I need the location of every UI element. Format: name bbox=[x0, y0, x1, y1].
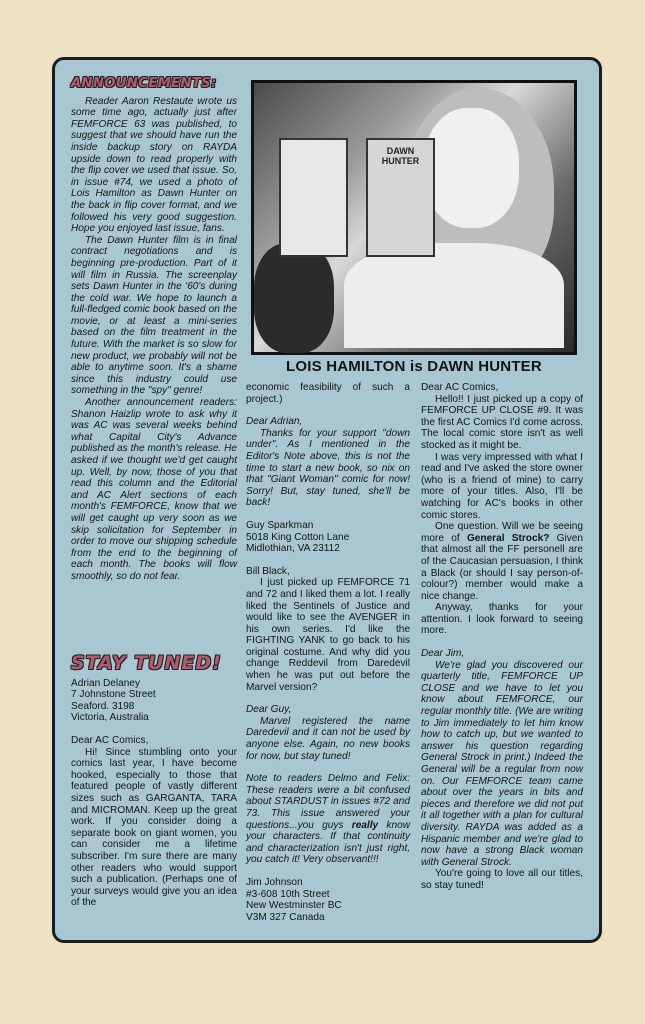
announcement-paragraph: The Dawn Hunter film is in final contract negotiations and is beginning pre-production. Part of it will film in Russia. The screenplay sets Dawn Hunter in the '60's during the cold war. We hope to launch a full-fledged comic book based on the movie, or at least a mini-series based on the film treatment in the future. With the market is so slow for new product, we probably will not be able to anytime soon. It's a shame since this industry could use something in the "spy" genre! bbox=[71, 234, 237, 397]
address-line: New Westminster BC bbox=[246, 900, 342, 912]
editor-note bbox=[246, 773, 410, 866]
photo-face bbox=[424, 108, 519, 228]
address-line: Seaford. 3198 bbox=[71, 700, 135, 712]
address-line: 5018 King Cotton Lane bbox=[246, 531, 350, 543]
address-line: Midlothian, VA 23112 bbox=[246, 543, 340, 555]
letter-body: I just picked up FEMFORCE 71 and 72 and I liked them a lot. I really liked the Sentinels of Justice and would like to see the AVENGER in his own series. I'd like the FIGHTING YANK to go back to his original costume. And why did you change Reddevil from Daredevil when he was put out before the Marvel version? bbox=[246, 577, 410, 693]
letters-column-3 bbox=[421, 382, 583, 892]
address-line: Victoria, Australia bbox=[71, 712, 149, 724]
letter-salutation: Bill Black, bbox=[246, 565, 290, 577]
letter-salutation: Dear AC Comics, bbox=[421, 382, 499, 393]
letter-continuation: economic feasibility of such a project.) bbox=[246, 382, 410, 405]
note-bold: really bbox=[351, 819, 379, 831]
announcement-paragraph: Another announcement readers: Shanon Haizlip wrote to ask why it was AC was several weeks behind what Capital City's Advance published as the month's release. He asked if we thought we'd get caught up. Well, by now, those of you that read this column and the Editorial and AC Alert sections of each month's FEMFORCE, know that we will get caught up very soon as we skip solicitation for September in order to move our shipping schedule from the end to the beginning of each month. The books will flow smoothly, so do not fear. bbox=[71, 397, 237, 582]
address-line: Adrian Delaney bbox=[71, 677, 141, 689]
note-text: know your characters. If that continuity and characterization isn't just right, you catch it! Very observant!!! bbox=[246, 819, 410, 866]
letter-bold: General Strock? bbox=[466, 532, 550, 544]
reply-body: We're glad you discovered our quarterly title, FEMFORCE UP CLOSE and we have to let you know about FEMFORCE, our regular monthly title. (We are writing to Jim immediately to let him know how to catch up, but we wanted to answer his question regarding General Strock in print.) Indeed the General will be a regular from now on. Our FEMFORCE team came about over the years in bits and pieces and therefore we did not put it all together with a plan for cultural diversity. RAYDA was added as a Hispanic member and we're glad to now have a strong Black woman with General Strock. bbox=[421, 659, 583, 868]
letters-column-2 bbox=[246, 382, 410, 923]
address-line: #3-608 10th Street bbox=[246, 888, 330, 900]
note-text: Note to readers Delmo and Felix: These readers were a bit confused about STARDUST in issues #72 and 73. This issue answered your questions...you guys bbox=[246, 773, 410, 831]
letter-text: One question. Will we be seeing more of bbox=[421, 521, 583, 544]
dawn-hunter-photo bbox=[251, 80, 577, 355]
photo-dawn-hunter-book bbox=[366, 138, 435, 257]
address-line: Jim Johnson bbox=[246, 876, 303, 888]
photo-arm bbox=[254, 243, 334, 353]
announcement-paragraph: Reader Aaron Restaute wrote us some time ago, actually just after FEMFORCE 63 was published, to suggest that we should have run the inside backup story on RAYDA upside down to read properly with the flip cover we used that issue. So, in issue #74, we used a photo of Lois Hamilton as Dawn Hunter on the back in flip cover format, and we followed his very good suggestion. Hope you enjoyed last issue, fans. bbox=[71, 95, 237, 235]
reply-body: Thanks for your support "down under". As I mentioned in the Editor's Note above, this is not the time to start a new book, so nix on that "Giant Woman" comic for now! Sorry! But, stay tuned, she'll be back! bbox=[246, 427, 410, 509]
reply-salutation: Dear Jim, bbox=[421, 648, 465, 660]
letter-text: Given that almost all the FF personell are of the Caucasian persuasion, I think a Black (or should I say person-of-colour?) member would make a nice change. bbox=[421, 532, 583, 602]
letter-body: I was very impressed with what I read and I've asked the store owner (who is a friend of mine) to carry more of your titles. Also, I'll be watching for AC's books in other comic stores. bbox=[421, 451, 583, 521]
photo-body bbox=[344, 243, 564, 348]
photo-comic-book bbox=[279, 138, 348, 257]
reply-closing: You're going to love all our titles, so stay tuned! bbox=[421, 868, 583, 891]
reply-salutation: Dear Adrian, bbox=[246, 416, 303, 428]
reply-body: Marvel registered the name Daredevil and it can not be used by anyone else. Again, no new books for now, but stay tuned! bbox=[246, 715, 410, 762]
address-line: V3M 327 Canada bbox=[246, 911, 325, 923]
letters-panel bbox=[52, 57, 602, 943]
address-line: Guy Sparkman bbox=[246, 519, 314, 531]
announcements-column bbox=[71, 78, 237, 583]
announcements-heading: ANNOUNCEMENTS: bbox=[71, 76, 217, 91]
stay-tuned-heading: STAY TUNED! bbox=[71, 652, 222, 674]
letter-body: Hi! Since stumbling onto your comics last year, I have become hooked, especially to those that featured people of vastly different sizes such as GARGANTA, TARA and MICROMAN. Keep up the great work. If you consider doing a separate book on giant women, you can consider me a lifetime subscriber. I'm sure there are many other readers who would support such a publication. (Perhaps one of your surveys would give you an idea of the bbox=[71, 746, 237, 909]
photo-book-title: DAWN HUNTER bbox=[381, 146, 420, 166]
photo-caption: LOIS HAMILTON is DAWN HUNTER bbox=[286, 358, 542, 375]
letter-salutation: Dear AC Comics, bbox=[71, 734, 149, 746]
letter-body: Hello!! I just picked up a copy of FEMFORCE UP CLOSE #9. It was the first AC Comics I'd come across. The local comic store isn't as well stocked as it might be. bbox=[421, 393, 583, 451]
letter-body bbox=[421, 521, 583, 602]
letter-body: Anyway, thanks for your attention. I look forward to seeing more. bbox=[421, 602, 583, 637]
stay-tuned-column bbox=[71, 652, 237, 909]
reply-salutation: Dear Guy, bbox=[246, 704, 292, 716]
address-line: 7 Johnstone Street bbox=[71, 689, 156, 701]
